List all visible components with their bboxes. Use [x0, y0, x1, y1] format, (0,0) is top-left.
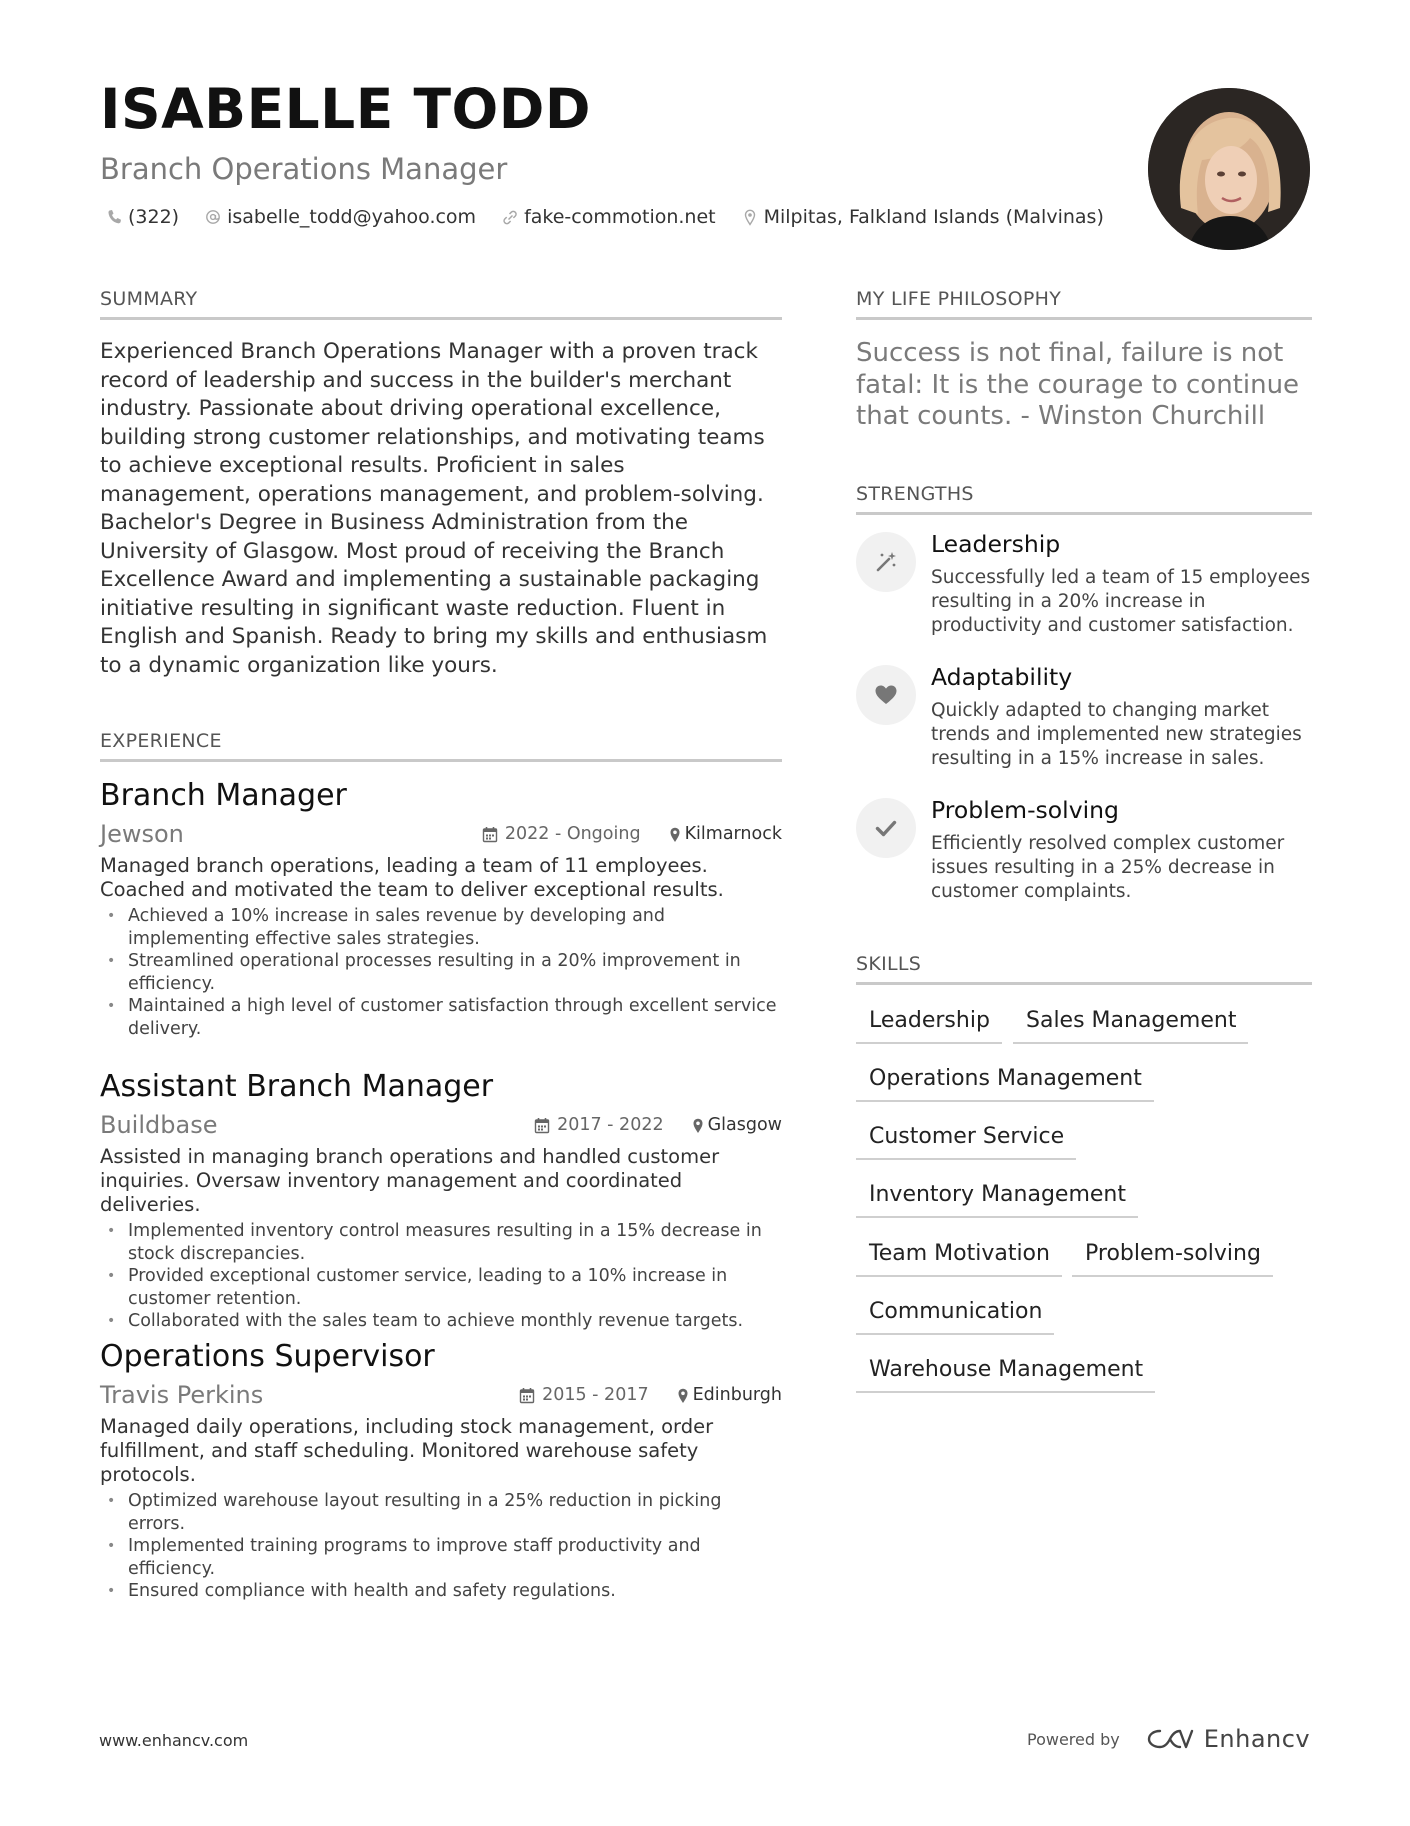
magic-wand-icon: [856, 532, 916, 592]
enhancv-logo-icon: [1146, 1726, 1194, 1752]
job-row: [100, 820, 782, 848]
job-entry: [100, 1339, 782, 1603]
job-location: [667, 824, 782, 844]
location-pin-icon: [690, 1117, 702, 1134]
experience-heading: EXPERIENCE: [100, 732, 782, 762]
job-title: Operations Supervisor: [100, 1339, 435, 1374]
enhancv-logo-text: Enhancv: [1203, 1725, 1311, 1753]
job-row: [100, 1381, 782, 1409]
job-bullets: [100, 1490, 782, 1603]
location-pin-icon: [667, 826, 679, 843]
job-meta: [534, 1115, 782, 1135]
job-bullets: [100, 1220, 782, 1333]
location-pin-icon: [675, 1387, 687, 1404]
skill-tag: Problem-solving: [1072, 1241, 1273, 1277]
location-text: Milpitas, Falkland Islands (Malvinas): [763, 206, 1104, 228]
skill-tag: Leadership: [856, 1008, 1002, 1044]
job-description: Managed branch operations, leading a team of 11 employees. Coached and motivated the team to deliver exceptional results.: [100, 854, 724, 901]
job-bullet: • Optimized warehouse layout resulting in a 25% reduction in picking errors.: [100, 1490, 782, 1535]
job-row: [100, 1111, 782, 1139]
job-bullet: • Maintained a high level of customer satisfaction through excellent service delivery.: [100, 995, 782, 1040]
contact-website[interactable]: [502, 206, 716, 228]
calendar-icon: [482, 826, 498, 843]
job-location: [675, 1385, 782, 1405]
strength-description: Successfully led a team of 15 employees resulting in a 20% increase in productivity and customer satisfaction.: [931, 567, 1311, 636]
profile-photo: [1148, 88, 1310, 250]
job-title: Branch Manager: [100, 778, 347, 813]
powered-by-label: Powered by: [1027, 1729, 1120, 1749]
location-pin-icon: [742, 208, 758, 226]
calendar-icon: [534, 1117, 550, 1134]
phone-text: (322): [128, 206, 180, 228]
phone-icon: [106, 208, 122, 226]
contact-location: [742, 206, 1104, 228]
job-bullet: • Achieved a 10% increase in sales revenue by developing and implementing effective sales strategies.: [100, 905, 782, 950]
website-text[interactable]: fake-commotion.net: [524, 206, 716, 228]
contact-phone: [106, 206, 179, 228]
job-entry: [100, 1069, 782, 1333]
skill-tag: Inventory Management: [856, 1182, 1138, 1218]
job-bullets: [100, 905, 782, 1040]
job-bullet: • Ensured compliance with health and safety regulations.: [100, 1580, 782, 1603]
job-bullet: • Implemented inventory control measures resulting in a 15% decrease in stock discrepancies.: [100, 1220, 782, 1265]
job-meta: [519, 1385, 782, 1405]
calendar-icon: [519, 1387, 535, 1404]
skill-tag: Sales Management: [1013, 1008, 1248, 1044]
footer-branding: [1027, 1725, 1310, 1753]
strength-title: Adaptability: [931, 663, 1073, 691]
job-location: [690, 1115, 782, 1135]
job-bullet: • Implemented training programs to improve staff productivity and efficiency.: [100, 1535, 782, 1580]
job-meta: [482, 824, 782, 844]
job-dates: 2017 - 2022: [557, 1115, 664, 1135]
job-bullet: • Provided exceptional customer service, leading to a 10% increase in customer retention.: [100, 1265, 782, 1310]
job-company: Travis Perkins: [100, 1381, 264, 1409]
at-icon: [205, 208, 221, 226]
check-icon: [856, 798, 916, 858]
job-title: Assistant Branch Manager: [100, 1069, 494, 1104]
philosophy-quote: Success is not final, failure is not fatal: It is the courage to continue that counts. - Winston Churchill: [856, 338, 1300, 431]
job-location-text: Kilmarnock: [684, 824, 782, 844]
strength-title: Leadership: [931, 530, 1061, 558]
strength-description: Efficiently resolved complex customer issues resulting in a 25% decrease in customer complaints.: [931, 833, 1285, 902]
skill-tag: Team Motivation: [856, 1241, 1062, 1277]
job-company: Buildbase: [100, 1111, 218, 1139]
contact-email[interactable]: [205, 206, 476, 228]
job-dates: 2022 - Ongoing: [504, 824, 641, 844]
strength-description: Quickly adapted to changing market trends and implemented new strategies resulting in a 15% increase in sales.: [931, 700, 1302, 769]
skill-tag: Warehouse Management: [856, 1357, 1155, 1393]
job-entry: [100, 778, 782, 1040]
skill-tag: Communication: [856, 1299, 1054, 1335]
job-description: Managed daily operations, including stock management, order fulfillment, and staff scheduling. Monitored warehouse safety protocols.: [100, 1415, 714, 1486]
philosophy-heading: MY LIFE PHILOSOPHY: [856, 290, 1312, 320]
skill-tag: Customer Service: [856, 1124, 1076, 1160]
enhancv-logo[interactable]: [1146, 1725, 1310, 1753]
footer-website[interactable]: www.enhancv.com: [99, 1731, 249, 1750]
summary-text: Experienced Branch Operations Manager with a proven track record of leadership and success in the builder's merchant industry. Passionate about driving operational excellence, building strong customer relationships, and motivating teams to achieve exceptional results. Proficient in sales management, operations management, and problem-solving. Bachelor's Degree in Business Administration from the University of Glasgow. Most proud of receiving the Branch Excellence Award and implementing a sustainable packaging initiative resulting in significant waste reduction. Fluent in English and Spanish. Ready to bring my skills and enthusiasm to a dynamic organization like yours.: [100, 339, 768, 678]
summary-heading: SUMMARY: [100, 290, 782, 320]
job-location-text: Glasgow: [707, 1115, 782, 1135]
candidate-name: ISABELLE TODD: [100, 77, 592, 141]
link-icon: [502, 208, 518, 226]
strengths-heading: STRENGTHS: [856, 485, 1312, 515]
heart-icon: [856, 665, 916, 725]
skills-heading: SKILLS: [856, 955, 1312, 985]
job-dates: 2015 - 2017: [542, 1385, 649, 1405]
job-description: Assisted in managing branch operations and handled customer inquiries. Oversaw inventory management and coordinated deliveries.: [100, 1145, 720, 1216]
strength-title: Problem-solving: [931, 796, 1119, 824]
email-text[interactable]: isabelle_todd@yahoo.com: [227, 206, 477, 228]
job-company: Jewson: [100, 820, 184, 848]
candidate-title: Branch Operations Manager: [100, 152, 508, 186]
job-bullet: • Streamlined operational processes resulting in a 20% improvement in efficiency.: [100, 950, 782, 995]
skill-tag: Operations Management: [856, 1066, 1154, 1102]
job-location-text: Edinburgh: [692, 1385, 782, 1405]
job-bullet: • Collaborated with the sales team to achieve monthly revenue targets.: [100, 1310, 782, 1333]
contact-bar: [106, 206, 1130, 228]
